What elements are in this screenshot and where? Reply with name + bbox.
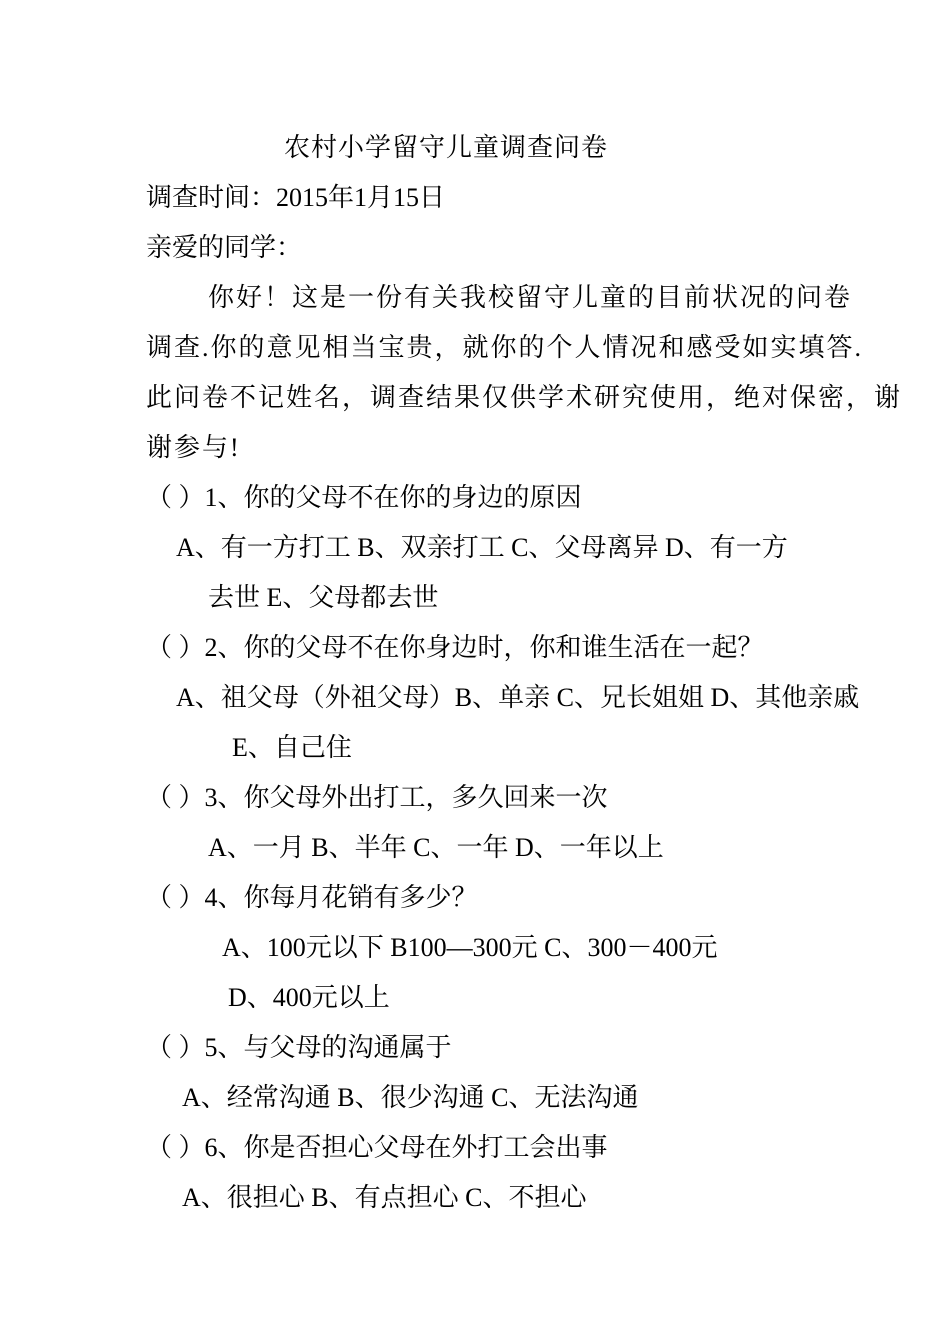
question-2-options-line-2: E、自己住 bbox=[232, 733, 352, 762]
question-1-stem: （ ）1、你的父母不在你的身边的原因 bbox=[146, 483, 582, 512]
question-2-stem: （ ）2、你的父母不在你身边时，你和谁生活在一起？ bbox=[146, 633, 764, 662]
question-3-stem: （ ）3、你父母外出打工，多久回来一次 bbox=[146, 783, 608, 812]
intro-line-4: 谢参与! bbox=[146, 433, 241, 462]
question-6-stem: （ ）6、你是否担心父母在外打工会出事 bbox=[146, 1133, 608, 1162]
question-4-options-line-2: D、400元以上 bbox=[228, 983, 390, 1012]
question-4-stem: （ ）4、你每月花销有多少？ bbox=[146, 883, 478, 912]
question-4-options-line-1: A、100元以下 B100—300元 C、300－400元 bbox=[222, 933, 718, 962]
question-3-options-line-1: A、一月 B、半年 C、一年 D、一年以上 bbox=[208, 833, 664, 862]
question-1-options-line-2: 去世 E、父母都去世 bbox=[208, 583, 439, 612]
question-5-stem: （ ）5、与父母的沟通属于 bbox=[146, 1033, 452, 1062]
greeting: 亲爱的同学： bbox=[146, 233, 303, 262]
page-title: 农村小学留守儿童调查问卷 bbox=[284, 133, 609, 162]
intro-line-2: 调查.你的意见相当宝贵，就你的个人情况和感受如实填答. bbox=[146, 333, 864, 362]
intro-line-3: 此问卷不记姓名，调查结果仅供学术研究使用，绝对保密，谢 bbox=[146, 383, 903, 412]
question-1-options-line-1: A、有一方打工 B、双亲打工 C、父母离异 D、有一方 bbox=[176, 533, 788, 562]
survey-date: 调查时间：2015年1月15日 bbox=[146, 183, 446, 212]
question-6-options-line-1: A、很担心 B、有点担心 C、不担心 bbox=[182, 1183, 587, 1212]
intro-line-1: 你好！这是一份有关我校留守儿童的目前状况的问卷 bbox=[208, 283, 853, 312]
question-5-options-line-1: A、经常沟通 B、很少沟通 C、无法沟通 bbox=[182, 1083, 639, 1112]
question-2-options-line-1: A、祖父母（外祖父母）B、单亲 C、兄长姐姐 D、其他亲戚 bbox=[176, 683, 860, 712]
